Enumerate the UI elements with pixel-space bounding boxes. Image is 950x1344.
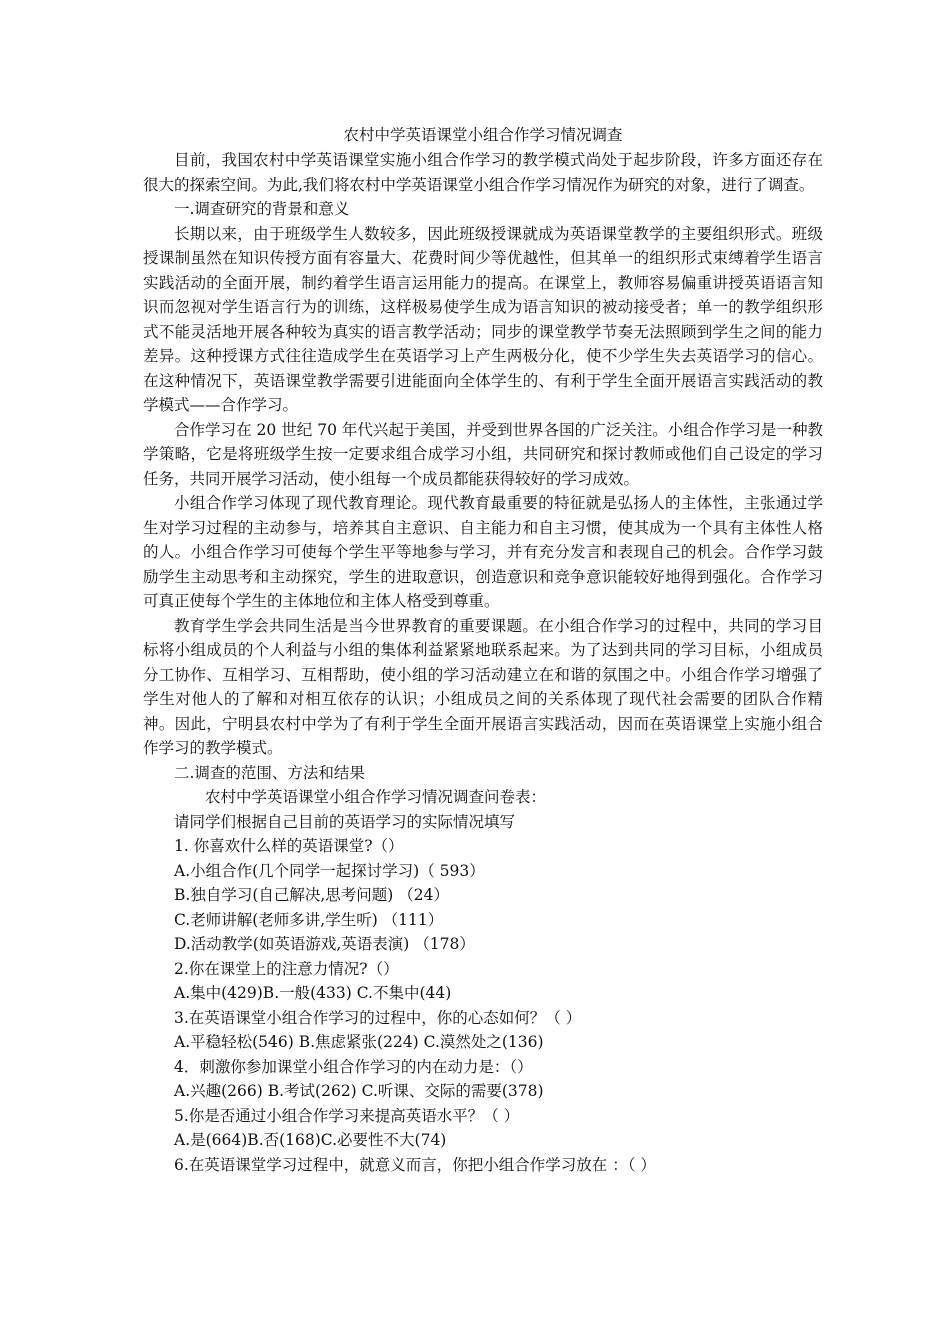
section1-paragraph-4: 教育学生学会共同生活是当今世界教育的重要课题。在小组合作学习的过程中，共同的学习目标将小组成员的个人利益与小组的集体利益紧紧地联系起来。为了达到共同的学习目标，小组成员分工协作、互相学习、互相帮助，使小组的学习活动建立在和谐的氛围之中。小组合作学习增强了学生对他人的了解和对相互依存的认识；小组成员之间的关系体现了现代社会需要的团队合作精神。因此，宁明县农村中学为了有利于学生全面开展语言实践活动，因而在英语课堂上实施小组合作学习的教学模式。 [143, 616, 823, 757]
survey-line: 2.你在课堂上的注意力情况?（） [174, 959, 399, 978]
survey-line: A.是(664)B.否(168)C.必要性不大(74) [174, 1131, 447, 1149]
survey-line: C.老师讲解(老师多讲,学生听) （111） [174, 910, 444, 929]
survey-line: 4．刺激你参加课堂小组合作学习的内在动力是：（） [174, 1057, 533, 1076]
section1-paragraph-2: 合作学习在 20 世纪 70 年代兴起于美国，并受到世界各国的广泛关注。小组合作学习是一种教学策略，它是将班级学生按一定要求组合成学习小组，共同研究和探讨教师或他们自己设定的学习任务，共同开展学习活动，使小组每一个成员都能获得较好的学习成效。 [143, 420, 823, 488]
section2-heading: 二.调查的范围、方法和结果 [174, 763, 365, 782]
survey-line: 6.在英语课堂学习过程中，就意义而言，你把小组合作学习放在 ：（ ） [174, 1155, 656, 1174]
survey-line: A.集中(429)B.一般(433) C.不集中(44) [174, 984, 452, 1002]
survey-line: A.兴趣(266) B.考试(262) C.听课、交际的需要(378) [174, 1082, 544, 1100]
survey-instruction: 请同学们根据自己目前的英语学习的实际情况填写 [174, 812, 516, 831]
document-title: 农村中学英语课堂小组合作学习情况调查 [343, 126, 623, 144]
intro-paragraph: 目前，我国农村中学英语课堂实施小组合作学习的教学模式尚处于起步阶段，许多方面还存在很大的探索空间。为此,我们将农村中学英语课堂小组合作学习情况作为研究的对象，进行了调查。 [143, 151, 823, 194]
survey-line: 1. 你喜欢什么样的英语课堂?（） [174, 837, 404, 855]
document-page [143, 124, 823, 1177]
survey-line: 3.在英语课堂小组合作学习的过程中，你的心态如何？（ ） [174, 1008, 582, 1027]
section1-paragraph-3: 小组合作学习体现了现代教育理论。现代教育最重要的特征就是弘扬人的主体性，主张通过学生对学习过程的主动参与，培养其自主意识、自主能力和自主习惯，使其成为一个具有主体性人格的人。小组合作学习可使每个学生平等地参与学习，并有充分发言和表现自己的机会。合作学习鼓励学生主动思考和主动探究，学生的进取意识，创造意识和竞争意识能较好地得到强化。合作学习可真正使每个学生的主体地位和主体人格受到尊重。 [143, 494, 823, 610]
survey-line: 5.你是否通过小组合作学习来提高英语水平？（ ） [174, 1106, 520, 1125]
survey-line: D.活动教学(如英语游戏,英语表演) （178） [174, 935, 475, 953]
section1-paragraph-1: 长期以来，由于班级学生人数较多，因此班级授课就成为英语课堂教学的主要组织形式。班级授课制虽然在知识传授方面有容量大、花费时间少等优越性，但其单一的组织形式束缚着学生语言实践活动的全面开展，制约着学生语言运用能力的提高。在课堂上，教师容易偏重讲授英语语言知识而忽视对学生语言行为的训练，这样极易使学生成为语言知识的被动接受者；单一的教学组织形式不能灵活地开展各种较为真实的语言教学活动；同步的课堂教学节奏无法照顾到学生之间的能力差异。这种授课方式往往造成学生在英语学习上产生两极分化，使不少学生失去英语学习的信心。在这种情况下，英语课堂教学需要引进能面向全体学生的、有利于学生全面开展语言实践活动的教学模式——合作学习。 [143, 224, 823, 414]
survey-line: A.小组合作(几个同学一起探讨学习)（ 593） [174, 861, 485, 880]
survey-line: B.独自学习(自己解决,思考问题) （24） [174, 886, 449, 904]
section1-heading: 一.调查研究的背景和意义 [174, 200, 350, 218]
survey-line: A.平稳轻松(546) B.焦虑紧张(224) C.漠然处之(136) [174, 1033, 544, 1051]
survey-title: 农村中学英语课堂小组合作学习情况调查问卷表： [205, 788, 547, 806]
survey-question-list [143, 834, 823, 1177]
